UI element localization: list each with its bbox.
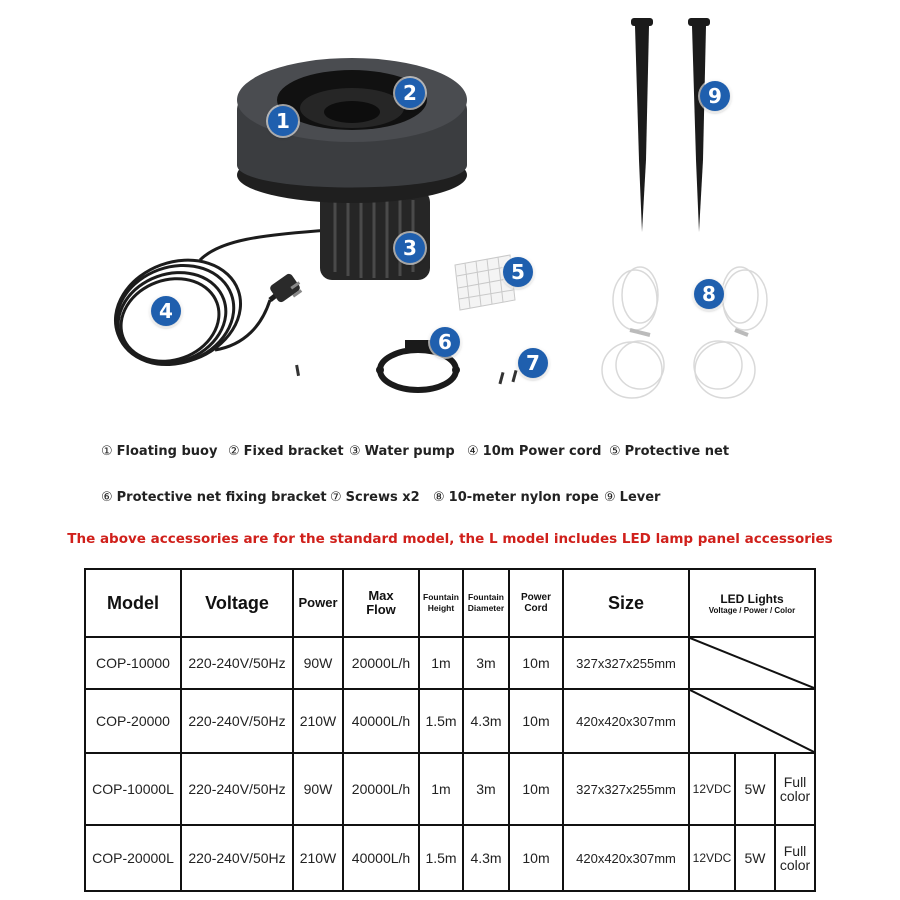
badge-5: 5 <box>503 257 533 287</box>
table-row <box>85 825 815 891</box>
badge-3: 3 <box>395 233 425 263</box>
legend-item-nylon-rope: ⑧ 10-meter nylon rope <box>433 490 599 505</box>
badge-9: 9 <box>700 81 730 111</box>
cell-size: 420x420x307mm <box>563 689 689 753</box>
header-model: Model <box>85 569 181 637</box>
nylon-rope-icon <box>602 267 767 398</box>
cell-height: 1m <box>419 753 463 825</box>
cell-size: 420x420x307mm <box>563 825 689 891</box>
cell-size: 327x327x255mm <box>563 637 689 689</box>
header-power-cord: Power Cord <box>509 569 563 637</box>
cell-power: 210W <box>293 825 343 891</box>
cell-flow: 20000L/h <box>343 637 419 689</box>
badge-8: 8 <box>694 279 724 309</box>
legend-item-protective-net: ⑤ Protective net <box>609 444 730 459</box>
cell-diameter: 4.3m <box>463 825 509 891</box>
cell-size: 327x327x255mm <box>563 753 689 825</box>
cell-power: 90W <box>293 637 343 689</box>
cell-led-voltage: 12VDC <box>689 753 735 825</box>
table-row <box>85 637 815 689</box>
accessories-note: The above accessories are for the standard model, the L model includes LED lamp panel accessories <box>67 531 833 547</box>
cell-flow: 40000L/h <box>343 689 419 753</box>
legend-item-fixed-bracket: ② Fixed bracket <box>228 444 344 459</box>
cell-model: COP-20000L <box>85 825 181 891</box>
header-fountain-diameter: Fountain Diameter <box>463 569 509 637</box>
cell-led-color: Full color <box>775 753 815 825</box>
header-voltage: Voltage <box>181 569 293 637</box>
cell-power: 90W <box>293 753 343 825</box>
header-power: Power <box>293 569 343 637</box>
cell-led-voltage: 12VDC <box>689 825 735 891</box>
screws-icon <box>295 365 517 385</box>
cell-cord: 10m <box>509 825 563 891</box>
cell-height: 1.5m <box>419 689 463 753</box>
lever-icon <box>631 18 710 232</box>
legend-item-screws: ⑦ Screws x2 <box>330 490 420 505</box>
header-led-lights: LED Lights Voltage / Power / Color <box>689 569 815 637</box>
cell-diameter: 4.3m <box>463 689 509 753</box>
cell-led-power: 5W <box>735 825 775 891</box>
cell-voltage: 220-240V/50Hz <box>181 825 293 891</box>
legend-item-power-cord: ④ 10m Power cord <box>467 444 602 459</box>
cell-voltage: 220-240V/50Hz <box>181 637 293 689</box>
product-illustration <box>0 0 900 420</box>
table-header-row <box>85 569 815 637</box>
badge-1: 1 <box>268 106 298 136</box>
cell-voltage: 220-240V/50Hz <box>181 753 293 825</box>
cell-led-empty <box>689 637 815 689</box>
table-row <box>85 753 815 825</box>
badge-7: 7 <box>518 348 548 378</box>
cell-model: COP-10000L <box>85 753 181 825</box>
spec-table <box>84 568 816 892</box>
cell-diameter: 3m <box>463 753 509 825</box>
header-max-flow: Max Flow <box>343 569 419 637</box>
badge-4: 4 <box>151 296 181 326</box>
legend-item-lever: ⑨ Lever <box>604 490 661 505</box>
power-cord-icon <box>101 230 330 381</box>
cell-model: COP-20000 <box>85 689 181 753</box>
table-row <box>85 689 815 753</box>
cell-led-power: 5W <box>735 753 775 825</box>
header-fountain-height: Fountain Height <box>419 569 463 637</box>
header-size: Size <box>563 569 689 637</box>
cell-height: 1.5m <box>419 825 463 891</box>
cell-flow: 20000L/h <box>343 753 419 825</box>
cell-led-color: Full color <box>775 825 815 891</box>
legend-item-net-fixing-bracket: ⑥ Protective net fixing bracket <box>101 490 327 505</box>
cell-led-empty <box>689 689 815 753</box>
cell-height: 1m <box>419 637 463 689</box>
badge-2: 2 <box>395 78 425 108</box>
cell-cord: 10m <box>509 637 563 689</box>
cell-diameter: 3m <box>463 637 509 689</box>
legend-item-water-pump: ③ Water pump <box>349 444 455 459</box>
cell-flow: 40000L/h <box>343 825 419 891</box>
cell-voltage: 220-240V/50Hz <box>181 689 293 753</box>
legend-item-floating-buoy: ① Floating buoy <box>101 444 218 459</box>
cell-cord: 10m <box>509 689 563 753</box>
badge-6: 6 <box>430 327 460 357</box>
cell-cord: 10m <box>509 753 563 825</box>
cell-model: COP-10000 <box>85 637 181 689</box>
cell-power: 210W <box>293 689 343 753</box>
